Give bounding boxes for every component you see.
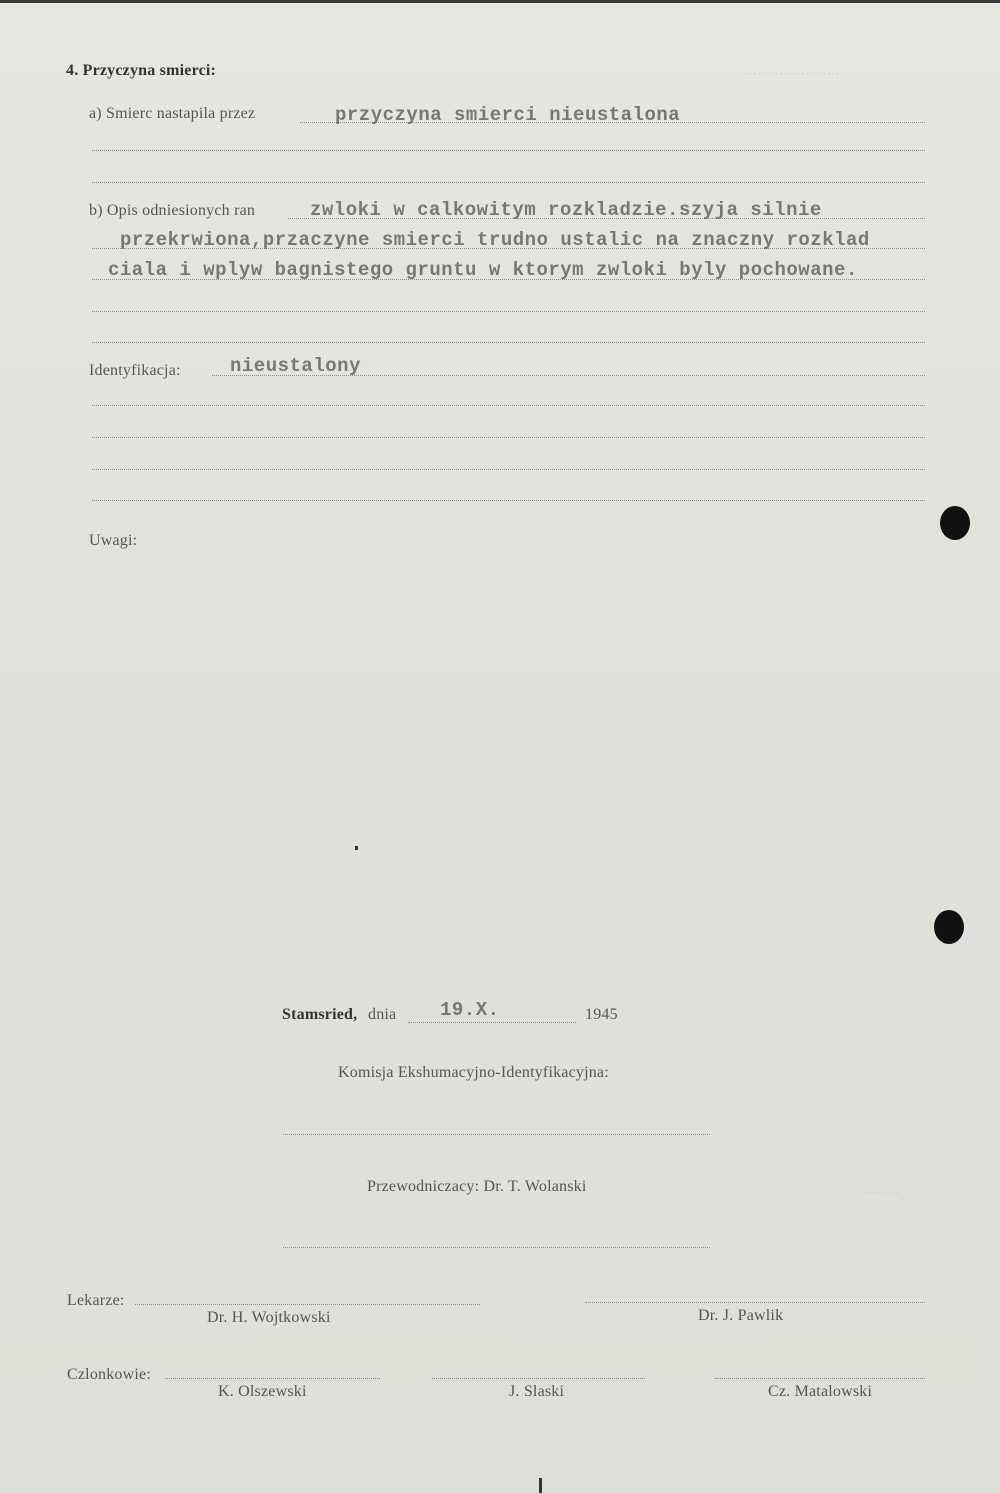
fill-line <box>92 150 925 151</box>
doctors-label: Lekarze: <box>67 1292 125 1309</box>
member-3: Cz. Matalowski <box>768 1383 873 1400</box>
wounds-description-line-2: przekrwiona,przaczyne smierci trudno ustalic na znaczny rozklad <box>120 229 870 251</box>
top-edge-line <box>0 0 1000 3</box>
signature-line <box>432 1378 645 1379</box>
edge-mark <box>539 1478 542 1493</box>
remarks-label: Uwagi: <box>89 532 138 549</box>
fill-line <box>92 469 925 470</box>
signature-line <box>283 1247 710 1248</box>
signature-line <box>283 1134 710 1135</box>
date-value: 19.X. <box>440 999 500 1021</box>
section-heading: 4. Przyczyna smierci: <box>66 62 217 79</box>
bleed-through-text: ········· <box>860 1185 899 1200</box>
wounds-description-line-3: ciala i wplyw bagnistego gruntu w ktorym zwloki byly pochowane. <box>108 259 858 281</box>
cause-of-death-label: a) Smierc nastapila przez <box>89 105 256 122</box>
punch-hole <box>934 910 964 944</box>
identification-value: nieustalony <box>230 355 361 377</box>
place-name: Stamsried, <box>282 1006 358 1023</box>
doctor-2: Dr. J. Pawlik <box>698 1307 784 1324</box>
signature-line <box>165 1378 380 1379</box>
member-1: K. Olszewski <box>218 1383 307 1400</box>
fill-line <box>92 342 925 343</box>
fill-line <box>408 1022 576 1023</box>
date-label: dnia <box>368 1006 397 1023</box>
year: 1945 <box>585 1006 618 1023</box>
cause-of-death-value: przyczyna smierci nieustalona <box>335 104 681 126</box>
doctor-1: Dr. H. Wojtkowski <box>207 1309 331 1326</box>
punch-hole <box>940 506 970 540</box>
chairman: Przewodniczacy: Dr. T. Wolanski <box>367 1178 587 1195</box>
bleed-through-text: ······················· <box>740 66 840 81</box>
identification-label: Identyfikacja: <box>89 362 181 379</box>
wounds-description-label: b) Opis odniesionych ran <box>89 202 256 219</box>
member-2: J. Slaski <box>509 1383 565 1400</box>
fill-line <box>92 437 925 438</box>
signature-line <box>715 1378 925 1379</box>
signature-line <box>585 1302 925 1303</box>
signature-line <box>135 1304 480 1305</box>
fill-line <box>92 500 925 501</box>
ink-speck <box>355 846 358 850</box>
fill-line <box>92 311 925 312</box>
wounds-description-line-1: zwloki w calkowitym rozkladzie.szyja silnie <box>310 199 822 221</box>
fill-line <box>92 182 925 183</box>
fill-line <box>92 405 925 406</box>
members-label: Czlonkowie: <box>67 1366 151 1383</box>
commission-title: Komisja Ekshumacyjno-Identyfikacyjna: <box>338 1064 609 1081</box>
